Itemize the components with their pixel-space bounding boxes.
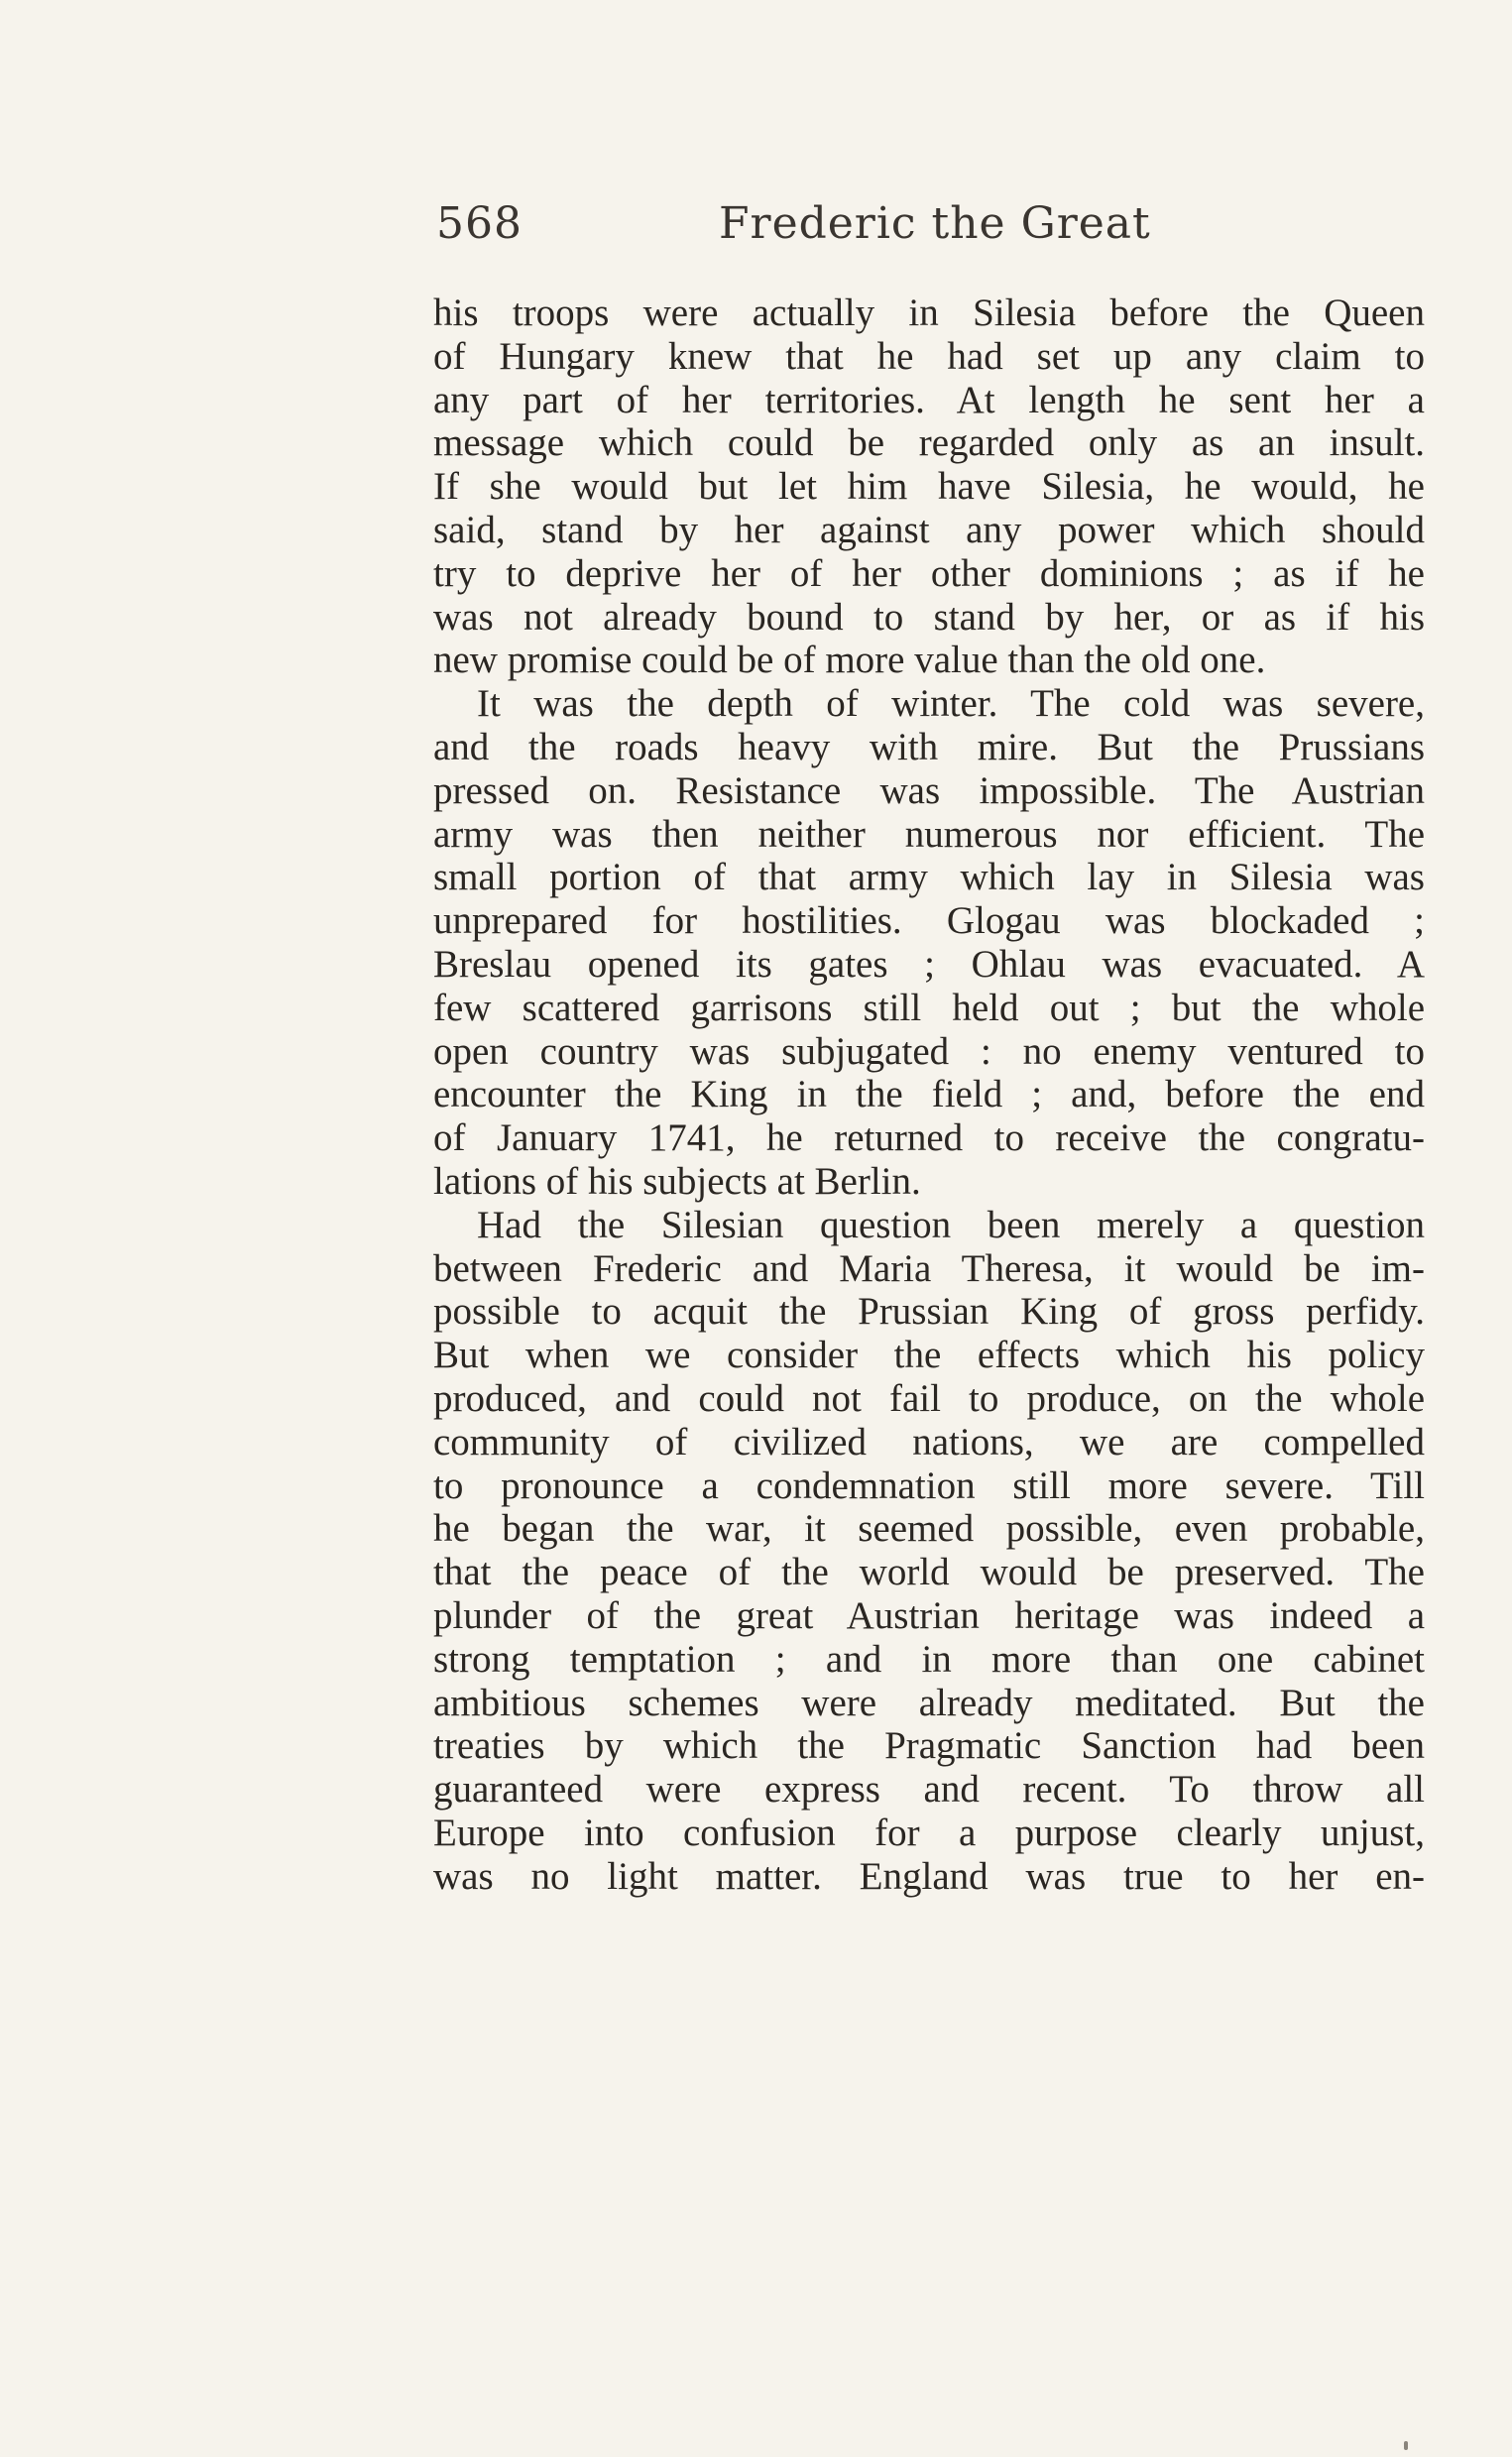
paragraph-start-line: Had the Silesian question been merely a question bbox=[477, 1203, 1425, 1246]
text-line: army was then neither numerous nor efficient. The bbox=[433, 812, 1425, 856]
text-line: between Frederic and Maria Theresa, it would be im- bbox=[433, 1246, 1425, 1290]
paragraph-start-line: It was the depth of winter. The cold was severe, bbox=[477, 682, 1425, 726]
text-line: treaties by which the Pragmatic Sanction had been bbox=[433, 1724, 1425, 1768]
text-line: produced, and could not fail to produce, on the whole bbox=[433, 1376, 1425, 1420]
text-line: and the roads heavy with mire. But the Prussians bbox=[433, 725, 1425, 768]
text-line: pressed on. Resistance was impossible. The Austrian bbox=[433, 768, 1425, 812]
text-line: Breslau opened its gates ; Ohlau was evacuated. A bbox=[433, 942, 1425, 986]
text-line: Europe into confusion for a purpose clearly unjust, bbox=[433, 1811, 1425, 1854]
text-line: If she would but let him have Silesia, he would, he bbox=[433, 465, 1425, 509]
text-line: But when we consider the effects which his policy bbox=[433, 1334, 1425, 1377]
text-line: was not already bound to stand by her, or as if his bbox=[433, 595, 1425, 639]
text-line: possible to acquit the Prussian King of gross perfidy. bbox=[433, 1290, 1425, 1334]
page-number: 568 bbox=[436, 198, 523, 249]
text-line: any part of her territories. At length he sent her a bbox=[433, 378, 1425, 421]
text-line: few scattered garrisons still held out ; but the whole bbox=[433, 986, 1425, 1029]
text-line: open country was subjugated : no enemy ventured to bbox=[433, 1029, 1425, 1073]
running-title: Frederic the Great bbox=[719, 198, 1151, 249]
text-line: strong temptation ; and in more than one cabinet bbox=[433, 1637, 1425, 1681]
text-line: of Hungary knew that he had set up any claim to bbox=[433, 334, 1425, 378]
text-line: unprepared for hostilities. Glogau was blockaded ; bbox=[433, 899, 1425, 943]
text-line: his troops were actually in Silesia before the Queen bbox=[433, 292, 1425, 334]
text-line: he began the war, it seemed possible, even probable, bbox=[433, 1507, 1425, 1551]
text-line: to pronounce a condemnation still more severe. Till bbox=[433, 1463, 1425, 1507]
text-line: new promise could be of more value than the old one. bbox=[433, 639, 1266, 682]
text-line: guaranteed were express and recent. To throw all bbox=[433, 1768, 1425, 1812]
text-line: plunder of the great Austrian heritage was indeed a bbox=[433, 1593, 1425, 1637]
text-line: of January 1741, he returned to receive the congratu- bbox=[433, 1116, 1425, 1160]
text-line: that the peace of the world would be preserved. The bbox=[433, 1551, 1425, 1594]
text-line: encounter the King in the field ; and, before the end bbox=[433, 1073, 1425, 1116]
text-line: said, stand by her against any power which should bbox=[433, 508, 1425, 551]
print-speck bbox=[1404, 2441, 1408, 2450]
text-line: message which could be regarded only as an insult. bbox=[433, 421, 1425, 465]
page-header bbox=[436, 198, 1428, 268]
text-line: community of civilized nations, we are compelled bbox=[433, 1420, 1425, 1463]
text-line: lations of his subjects at Berlin. bbox=[433, 1159, 921, 1203]
text-line: try to deprive her of her other dominions ; as if he bbox=[433, 551, 1425, 595]
text-line: ambitious schemes were already meditated. But the bbox=[433, 1681, 1425, 1724]
text-line: was no light matter. England was true to her en- bbox=[433, 1854, 1425, 1898]
body-text bbox=[433, 292, 1425, 1898]
text-line: small portion of that army which lay in Silesia was bbox=[433, 856, 1425, 899]
